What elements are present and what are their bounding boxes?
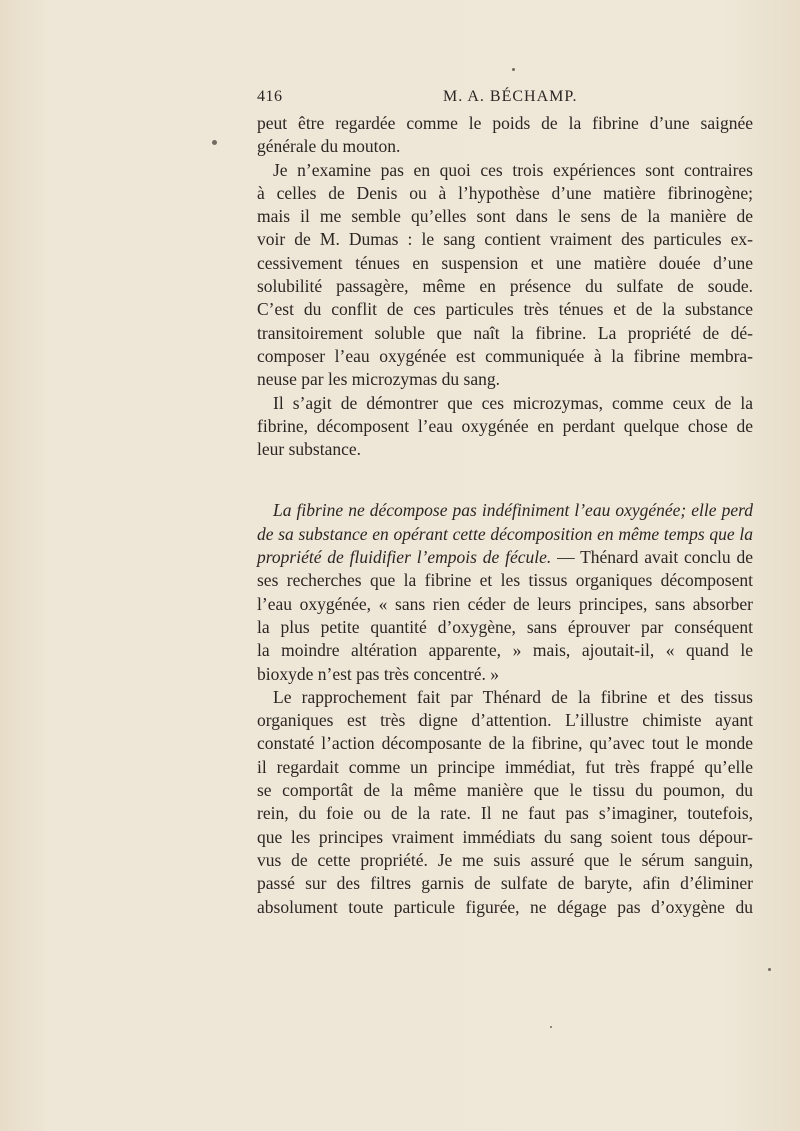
text-line: C’est du conflit de ces particules très ténues et de la substance bbox=[257, 299, 753, 320]
text-line: Le rapprochement fait par Thénard de la fibrine et des tissus bbox=[273, 686, 753, 707]
text-line: il regardait comme un principe immédiat, fut très frappé qu’elle bbox=[257, 756, 753, 777]
text-line: bioxyde n’est pas très concentré. » bbox=[257, 663, 500, 684]
text-line: fibrine, décomposent l’eau oxygénée en perdant quelque chose de bbox=[257, 415, 753, 436]
section-heading-end: propriété de fluidifier l’empois de fécule. bbox=[257, 547, 552, 568]
running-title: M. A. BÉCHAMP. bbox=[443, 88, 578, 105]
section-heading-line: La fibrine ne décompose pas indéfiniment l’eau oxygénée; elle perd bbox=[273, 500, 753, 521]
text-line: que les principes vraiment immédiats du sang soient tous dépour- bbox=[257, 826, 753, 847]
text-line: la plus petite quantité d’oxygène, sans éprouver par conséquent bbox=[257, 616, 753, 637]
text-line: transitoirement soluble que naît la fibrine. La propriété de dé- bbox=[257, 322, 753, 343]
text-line: cessivement ténues en suspension et une matière douée d’une bbox=[257, 252, 753, 273]
text-line: solubilité passagère, même en présence du sulfate de soude. bbox=[257, 276, 753, 297]
text-line: absolument toute particule figurée, ne dégage pas d’oxygène du bbox=[257, 896, 753, 917]
text-line: neuse par les microzymas du sang. bbox=[257, 369, 500, 390]
text-line: constaté l’action décomposante de la fibrine, qu’avec tout le monde bbox=[257, 733, 753, 754]
text-line: voir de M. Dumas : le sang contient vraiment des particules ex- bbox=[257, 229, 753, 250]
text-line: vus de cette propriété. Je me suis assuré que le sérum sanguin, bbox=[257, 849, 753, 870]
section-gap bbox=[257, 461, 753, 499]
page-header bbox=[257, 88, 754, 112]
ink-speck bbox=[212, 140, 217, 145]
text-line: Je n’examine pas en quoi ces trois expériences sont contraires bbox=[273, 159, 753, 180]
ink-speck bbox=[550, 1026, 552, 1028]
text-line: générale du mouton. bbox=[257, 136, 401, 157]
text-line bbox=[257, 546, 753, 569]
text-line: Il s’agit de démontrer que ces microzymas, comme ceux de la bbox=[273, 392, 753, 413]
text-line: passé sur des filtres garnis de sulfate de baryte, afin d’éliminer bbox=[257, 873, 753, 894]
text-line: composer l’eau oxygénée est communiquée à la fibrine membra- bbox=[257, 345, 753, 366]
text-line: l’eau oxygénée, « sans rien céder de leurs principes, sans absorber bbox=[257, 593, 753, 614]
text-run: — Thénard avait conclu de bbox=[551, 547, 753, 568]
text-line: mais il me semble qu’elles sont dans le sens de la manière de bbox=[257, 206, 753, 227]
page-number: 416 bbox=[257, 88, 283, 105]
body-text bbox=[257, 112, 753, 919]
ink-speck bbox=[768, 968, 771, 971]
text-line: organiques est très digne d’attention. L’illustre chimiste ayant bbox=[257, 710, 753, 731]
text-line: se comportât de la même manière que le tissu du poumon, du bbox=[257, 780, 753, 801]
text-line: leur substance. bbox=[257, 439, 361, 460]
text-line: peut être regardée comme le poids de la fibrine d’une saignée bbox=[257, 113, 753, 133]
text-line: la moindre altération apparente, » mais, ajoutait-il, « quand le bbox=[257, 640, 753, 661]
ink-speck bbox=[512, 68, 515, 71]
text-line: rein, du foie ou de la rate. Il ne faut pas s’imaginer, toutefois, bbox=[257, 803, 753, 824]
text-line: ses recherches que la fibrine et les tissus organiques décomposent bbox=[257, 570, 753, 591]
section-heading-line: de sa substance en opérant cette décomposition en même temps que la bbox=[257, 523, 753, 544]
text-line: à celles de Denis ou à l’hypothèse d’une matière fibrinogène; bbox=[257, 182, 753, 203]
